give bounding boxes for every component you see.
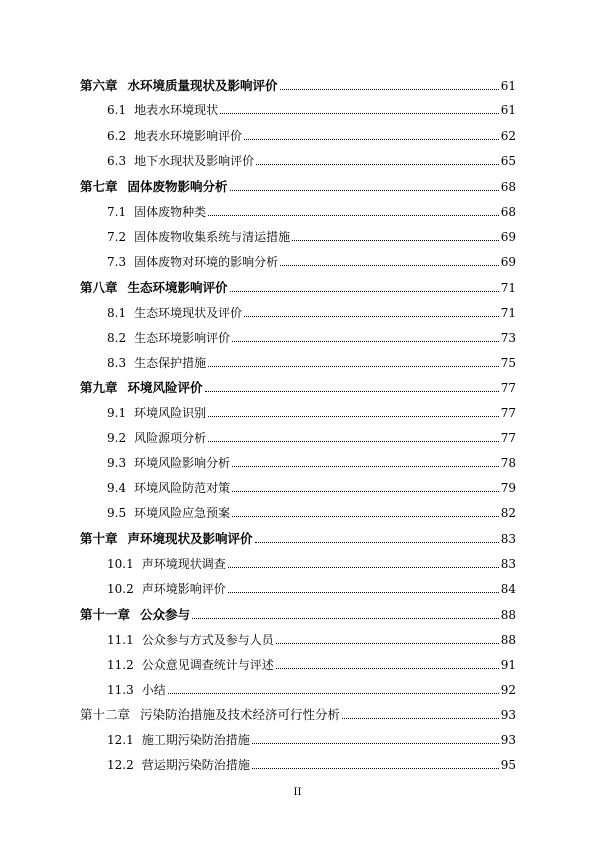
toc-entry-label [107, 103, 218, 117]
toc-entry-number: 第八章 [80, 280, 118, 295]
toc-entry-label [107, 481, 230, 495]
toc-entry-number: 9.3 [107, 456, 127, 470]
toc-entry-page-number: 69 [500, 255, 516, 269]
toc-section-entry[interactable] [107, 479, 516, 495]
toc-dot-leader [208, 366, 499, 367]
toc-entry-page-number: 91 [500, 658, 516, 672]
toc-entry-number: 第六章 [80, 78, 118, 93]
toc-dot-leader [230, 190, 499, 191]
toc-entry-page-number: 61 [500, 79, 516, 93]
toc-entry-label [107, 506, 230, 520]
toc-entry-page-number: 65 [500, 154, 516, 168]
toc-entry-label [107, 356, 206, 370]
toc-dot-leader [252, 768, 499, 769]
toc-entry-title: 生态环境影响评价 [134, 331, 231, 345]
toc-entry-number: 第七章 [80, 179, 118, 194]
toc-entry-page-number: 75 [500, 356, 516, 370]
toc-entry-page-number: 79 [500, 481, 516, 495]
toc-entry-number: 8.1 [107, 306, 127, 320]
toc-chapter-entry[interactable] [80, 178, 516, 194]
toc-entry-title: 环境风险识别 [134, 406, 207, 420]
toc-entry-label [107, 557, 226, 571]
toc-entry-number: 7.3 [107, 255, 127, 269]
toc-entry-page-number: 71 [500, 306, 516, 320]
toc-dot-leader [192, 618, 499, 619]
toc-dot-leader [168, 693, 499, 694]
toc-entry-number: 9.1 [107, 406, 127, 420]
toc-chapter-entry[interactable] [80, 606, 516, 622]
toc-entry-label [107, 633, 274, 647]
toc-entry-page-number: 88 [500, 608, 516, 622]
toc-entry-page-number: 77 [500, 381, 516, 395]
toc-entry-page-number: 61 [500, 103, 516, 117]
toc-entry-label [107, 331, 230, 345]
toc-entry-label [107, 431, 206, 445]
toc-entry-label [107, 683, 166, 697]
toc-section-entry[interactable] [107, 404, 516, 420]
toc-entry-number: 6.2 [107, 129, 127, 143]
toc-entry-page-number: 95 [500, 758, 516, 772]
toc-entry-number: 6.3 [107, 154, 127, 168]
toc-entry-title: 固体废物对环境的影响分析 [134, 255, 279, 269]
toc-entry-label [107, 758, 250, 772]
toc-dot-leader [252, 743, 499, 744]
toc-dot-leader [255, 542, 499, 543]
toc-entry-page-number: 77 [500, 431, 516, 445]
toc-entry-label [107, 205, 206, 219]
toc-entry-number: 9.2 [107, 431, 127, 445]
toc-chapter-entry[interactable] [80, 530, 516, 546]
toc-entry-page-number: 68 [500, 180, 516, 194]
toc-entry-title: 固体废物种类 [134, 205, 207, 219]
toc-section-entry[interactable] [107, 329, 516, 345]
toc-entry-title: 环境风险防范对策 [134, 481, 231, 495]
toc-dot-leader [280, 265, 499, 266]
toc-entry-number: 11.1 [107, 633, 134, 647]
toc-dot-leader [342, 718, 499, 719]
toc-entry-number: 第十二章 [80, 707, 131, 722]
toc-entry-title: 声环境现状及影响评价 [127, 531, 253, 546]
toc-dot-leader [244, 139, 499, 140]
toc-entry-number: 8.3 [107, 356, 127, 370]
toc-entry-label [107, 406, 206, 420]
toc-entry-number: 第九章 [80, 380, 118, 395]
toc-entry-label [80, 532, 253, 546]
toc-dot-leader [232, 341, 499, 342]
toc-entry-label [80, 180, 228, 194]
toc-dot-leader [256, 164, 499, 165]
toc-entry-title: 营运期污染防治措施 [141, 758, 250, 772]
toc-section-entry[interactable] [107, 555, 516, 571]
toc-entry-title: 生态保护措施 [134, 356, 207, 370]
toc-entry-label [107, 733, 250, 747]
toc-section-entry[interactable] [107, 656, 516, 672]
toc-dot-leader [205, 391, 499, 392]
toc-dot-leader [208, 215, 499, 216]
toc-entry-number: 10.1 [107, 557, 134, 571]
toc-dot-leader [232, 491, 499, 492]
toc-entry-number: 12.1 [107, 733, 134, 747]
toc-dot-leader [228, 592, 499, 593]
toc-section-entry[interactable] [107, 228, 516, 244]
toc-entry-title: 水环境质量现状及影响评价 [127, 78, 278, 93]
toc-chapter-entry[interactable] [80, 77, 516, 93]
toc-entry-label [107, 129, 242, 143]
toc-chapter-entry[interactable] [80, 379, 516, 395]
toc-entry-title: 生态环境现状及评价 [134, 306, 243, 320]
toc-entry-title: 污染防治措施及技术经济可行性分析 [140, 707, 341, 722]
toc-entry-label [107, 154, 254, 168]
toc-section-entry[interactable] [107, 681, 516, 697]
toc-entry-label [107, 255, 278, 269]
toc-entry-title: 公众参与 [140, 607, 191, 622]
toc-entry-title: 声环境影响评价 [141, 582, 226, 596]
toc-entry-page-number: 93 [500, 733, 516, 747]
toc-entry-label [107, 658, 274, 672]
toc-entry-title: 固体废物收集系统与清运措施 [134, 230, 291, 244]
toc-entry-page-number: 82 [500, 506, 516, 520]
toc-entry-title: 公众意见调查统计与评述 [141, 658, 274, 672]
toc-dot-leader [276, 643, 499, 644]
toc-section-entry[interactable] [107, 580, 516, 596]
toc-entry-title: 地表水环境影响评价 [134, 129, 243, 143]
toc-entry-page-number: 71 [500, 281, 516, 295]
toc-dot-leader [208, 416, 499, 417]
toc-section-entry[interactable] [107, 101, 516, 117]
toc-section-entry[interactable] [107, 253, 516, 269]
toc-chapter-entry[interactable] [80, 706, 516, 722]
toc-dot-leader [232, 516, 499, 517]
toc-section-entry[interactable] [107, 304, 516, 320]
toc-entry-title: 生态环境影响评价 [127, 280, 228, 295]
toc-section-entry[interactable] [107, 454, 516, 470]
toc-entry-label [107, 306, 242, 320]
toc-entry-number: 8.2 [107, 331, 127, 345]
toc-section-entry[interactable] [107, 631, 516, 647]
toc-entry-number: 7.1 [107, 205, 127, 219]
toc-entry-title: 施工期污染防治措施 [141, 733, 250, 747]
toc-entry-page-number: 92 [500, 683, 516, 697]
toc-entry-number: 7.2 [107, 230, 127, 244]
toc-dot-leader [292, 240, 499, 241]
toc-section-entry[interactable] [107, 429, 516, 445]
toc-entry-number: 11.3 [107, 683, 134, 697]
toc-section-entry[interactable] [107, 504, 516, 520]
toc-section-entry[interactable] [107, 203, 516, 219]
toc-dot-leader [232, 466, 499, 467]
toc-section-entry[interactable] [107, 127, 516, 143]
toc-entry-label [80, 79, 278, 93]
toc-entry-page-number: 77 [500, 406, 516, 420]
toc-entry-page-number: 83 [500, 557, 516, 571]
toc-entry-number: 第十一章 [80, 607, 131, 622]
toc-dot-leader [280, 89, 499, 90]
toc-dot-leader [276, 668, 499, 669]
toc-section-entry[interactable] [107, 731, 516, 747]
toc-dot-leader [244, 316, 499, 317]
toc-entry-number: 9.5 [107, 506, 127, 520]
toc-entry-title: 地表水环境现状 [134, 103, 219, 117]
toc-entry-label [107, 456, 230, 470]
toc-entry-title: 小结 [141, 683, 166, 697]
toc-entry-page-number: 68 [500, 205, 516, 219]
toc-entry-number: 6.1 [107, 103, 127, 117]
toc-entry-label [107, 230, 290, 244]
toc-entry-title: 声环境现状调查 [141, 557, 226, 571]
toc-entry-title: 公众参与方式及参与人员 [141, 633, 274, 647]
toc-entry-page-number: 88 [500, 633, 516, 647]
toc-section-entry[interactable] [107, 152, 516, 168]
toc-section-entry[interactable] [107, 756, 516, 772]
toc-entry-label [80, 608, 190, 622]
toc-entry-number: 9.4 [107, 481, 127, 495]
toc-entry-title: 固体废物影响分析 [127, 179, 228, 194]
toc-entry-label [80, 708, 340, 722]
page-footer-number: II [293, 787, 302, 798]
toc-entry-page-number: 84 [500, 582, 516, 596]
toc-entry-page-number: 62 [500, 129, 516, 143]
toc-entry-label [107, 582, 226, 596]
toc-entry-page-number: 78 [500, 456, 516, 470]
toc-entry-label [80, 281, 228, 295]
toc-entry-page-number: 73 [500, 331, 516, 345]
toc-entry-number: 10.2 [107, 582, 134, 596]
toc-entry-title: 地下水现状及影响评价 [134, 154, 255, 168]
toc-dot-leader [230, 291, 499, 292]
toc-entry-label [80, 381, 203, 395]
toc-entry-page-number: 93 [500, 708, 516, 722]
toc-section-entry[interactable] [107, 354, 516, 370]
toc-dot-leader [208, 441, 499, 442]
toc-entry-title: 环境风险应急预案 [134, 506, 231, 520]
toc-entry-page-number: 69 [500, 230, 516, 244]
toc-entry-page-number: 83 [500, 532, 516, 546]
toc-entry-number: 11.2 [107, 658, 134, 672]
toc-dot-leader [220, 113, 499, 114]
toc-entry-title: 风险源项分析 [134, 431, 207, 445]
toc-entry-number: 12.2 [107, 758, 134, 772]
toc-dot-leader [228, 567, 499, 568]
toc-entry-number: 第十章 [80, 531, 118, 546]
toc-chapter-entry[interactable] [80, 279, 516, 295]
toc-entry-title: 环境风险影响分析 [134, 456, 231, 470]
toc-entry-title: 环境风险评价 [127, 380, 203, 395]
